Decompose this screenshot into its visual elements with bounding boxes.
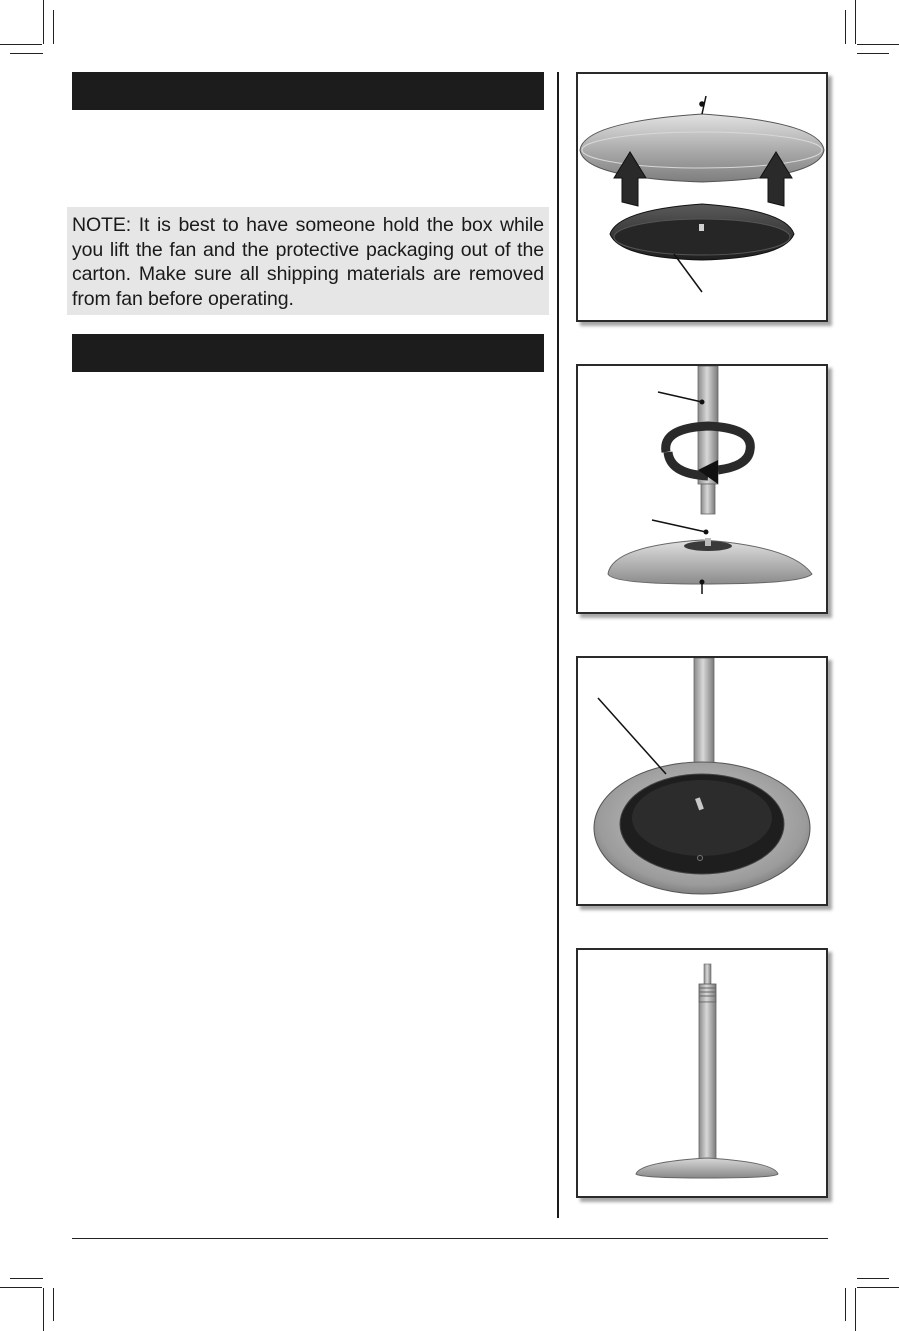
unpacking-header-bar [72, 72, 544, 110]
fan-base-lift-diagram-icon [578, 74, 826, 320]
note-box [67, 207, 549, 315]
pole-twist-figure [576, 364, 828, 614]
footer-rule [72, 1238, 828, 1239]
assembly-header-bar [72, 334, 544, 372]
column-divider [557, 72, 559, 1218]
assembled-stand-figure [576, 948, 828, 1198]
note-text: NOTE: It is best to have someone hold the box while you lift the fan and the protective packaging out of the carton. Make sure all shipping materials are removed from fan before operating. [72, 214, 544, 310]
base-underside-figure [576, 656, 828, 906]
base-lift-figure [576, 72, 828, 322]
base-underside-diagram-icon [578, 658, 826, 904]
assembled-stand-diagram-icon [578, 950, 826, 1196]
pole-rotate-diagram-icon [578, 366, 826, 612]
